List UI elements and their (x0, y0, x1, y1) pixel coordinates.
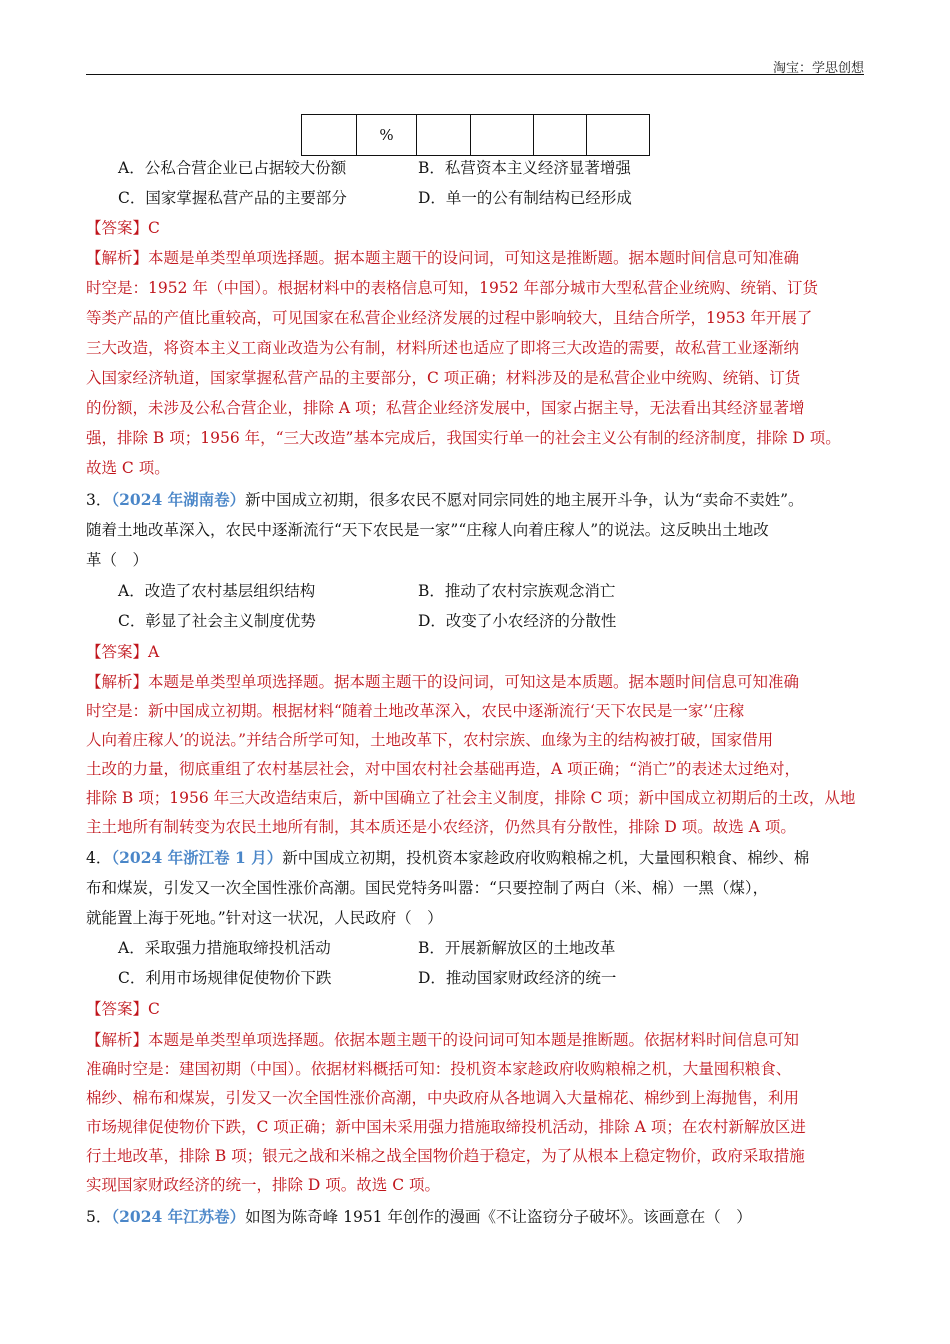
analysis-line: 三大改造，将资本主义工商业改造为公有制，材料所述也适应了即将三大改造的需要，故私营工业逐渐纳 (86, 339, 800, 357)
table-cell (471, 115, 534, 156)
analysis-line: 主土地所有制转变为农民土地所有制，其本质还是小农经济，仍然具有分散性，排除 D 项。故选 A 项。 (86, 818, 796, 836)
option-b: B．推动了农村宗族观念消亡 (418, 582, 616, 600)
analysis-line: 【解析】本题是单类型单项选择题。依据本题主题干的设问词可知本题是推断题。依据材料时间信息可知 (86, 1031, 800, 1049)
analysis-line: 强，排除 B 项；1956 年，“三大改造”基本完成后，我国实行单一的社会主义公有制的经济制度，排除 D 项。 (86, 429, 841, 447)
table-row (302, 115, 650, 156)
table-cell (302, 115, 357, 156)
stem-line: 就能置上海于死地。”针对这一状况，人民政府（ ） (86, 909, 443, 927)
answer: 【答案】C (86, 219, 160, 237)
analysis-line: 等类产品的产值比重较高，可见国家在私营企业经济发展的过程中影响较大，且结合所学，1953 年开展了 (86, 309, 813, 327)
option-b: B．私营资本主义经济显著增强 (418, 159, 631, 177)
option-b: B．开展新解放区的土地改革 (418, 939, 616, 957)
table-cell (417, 115, 471, 156)
analysis-line: 故选 C 项。 (86, 459, 170, 477)
table-cell: % (357, 115, 417, 156)
analysis-line: 的份额，未涉及公私合营企业，排除 A 项；私营企业经济发展中，国家占据主导，无法看出其经济显著增 (86, 399, 805, 417)
analysis-line: 实现国家财政经济的统一，排除 D 项。故选 C 项。 (86, 1176, 440, 1194)
question-stem (86, 490, 804, 510)
analysis-line: 【解析】本题是单类型单项选择题。据本题主题干的设问词，可知这是推断题。据本题时间信息可知准确 (86, 249, 800, 267)
option-c: C．国家掌握私营产品的主要部分 (118, 189, 347, 207)
option-c: C．彰显了社会主义制度优势 (118, 612, 316, 630)
stem-text: 新中国成立初期，投机资本家趁政府收购粮棉之机，大量囤积粮食、棉纱、棉 (282, 849, 810, 867)
question-stem (86, 848, 809, 868)
analysis-line: 时空是：1952 年（中国）。根据材料中的表格信息可知，1952 年部分城市大型私营企业统购、统销、订货 (86, 279, 818, 297)
analysis-line: 土改的力量，彻底重组了农村基层社会，对中国农村社会基础再造，A 项正确；“消亡”的表述太过绝对， (86, 760, 800, 778)
analysis-line: 【解析】本题是单类型单项选择题。据本题主题干的设问词，可知这是本质题。据本题时间信息可知准确 (86, 673, 800, 691)
question-source: （2024 年江苏卷） (111, 1207, 246, 1226)
stem-line: 革（ ） (86, 551, 149, 569)
stem-text: 如图为陈奇峰 1951 年创作的漫画《不让盗窃分子破坏》。该画意在（ ） (245, 1208, 752, 1226)
question-number: 3． (86, 491, 112, 509)
question-number: 5． (86, 1208, 112, 1226)
question-source: （2024 年湖南卷） (111, 490, 246, 509)
option-d: D．改变了小农经济的分散性 (418, 612, 617, 630)
analysis-line: 入国家经济轨道，国家掌握私营产品的主要部分，C 项正确；材料涉及的是私营企业中统购、统销、订货 (86, 369, 801, 387)
analysis-line: 准确时空是：建国初期（中国）。依据材料概括可知：投机资本家趁政府收购粮棉之机，大量囤积粮食、 (86, 1060, 792, 1078)
option-a: A．改造了农村基层组织结构 (118, 582, 316, 600)
header-rule (86, 74, 864, 75)
table-fragment (301, 114, 650, 156)
analysis-line: 排除 B 项；1956 年三大改造结束后，新中国确立了社会主义制度，排除 C 项；新中国成立初期后的土改，从地 (86, 789, 856, 807)
analysis-line: 时空是：新中国成立初期。根据材料“随着土地改革深入，农民中逐渐流行‘天下农民是一家’‘庄稼 (86, 702, 745, 720)
answer: 【答案】A (86, 643, 160, 661)
option-a: A．采取强力措施取缔投机活动 (118, 939, 331, 957)
option-c: C．利用市场规律促使物价下跌 (118, 969, 332, 987)
option-a: A．公私合营企业已占据较大份额 (118, 159, 347, 177)
stem-line: 布和煤炭，引发又一次全国性涨价高潮。国民党特务叫嚣：“只要控制了两白（米、棉）一黑（煤）， (86, 879, 769, 897)
option-d: D．推动国家财政经济的统一 (418, 969, 617, 987)
header-brand: 淘宝：学思创想 (772, 61, 864, 76)
analysis-line: 市场规律促使物价下跌，C 项正确；新中国未采用强力措施取缔投机活动，排除 A 项；在农村新解放区进 (86, 1118, 806, 1136)
question-stem (86, 1207, 752, 1227)
table-cell (587, 115, 650, 156)
answer: 【答案】C (86, 1000, 160, 1018)
option-d: D．单一的公有制结构已经形成 (418, 189, 632, 207)
question-source: （2024 年浙江卷 1 月） (111, 848, 283, 867)
question-number: 4． (86, 849, 112, 867)
table-cell (534, 115, 587, 156)
analysis-line: 棉纱、棉布和煤炭，引发又一次全国性涨价高潮，中央政府从各地调入大量棉花、棉纱到上海抛售，利用 (86, 1089, 800, 1107)
stem-text: 新中国成立初期，很多农民不愿对同宗同姓的地主展开斗争，认为“卖命不卖姓”。 (245, 491, 804, 509)
analysis-line: 人向着庄稼人’的说法。”并结合所学可知，土地改革下，农村宗族、血缘为主的结构被打破，国家借用 (86, 731, 774, 749)
stem-line: 随着土地改革深入，农民中逐渐流行“天下农民是一家”“庄稼人向着庄稼人”的说法。这反映出土地改 (86, 521, 769, 539)
analysis-line: 行土地改革，排除 B 项；银元之战和米棉之战全国物价趋于稳定，为了从根本上稳定物价，政府采取措施 (86, 1147, 805, 1165)
